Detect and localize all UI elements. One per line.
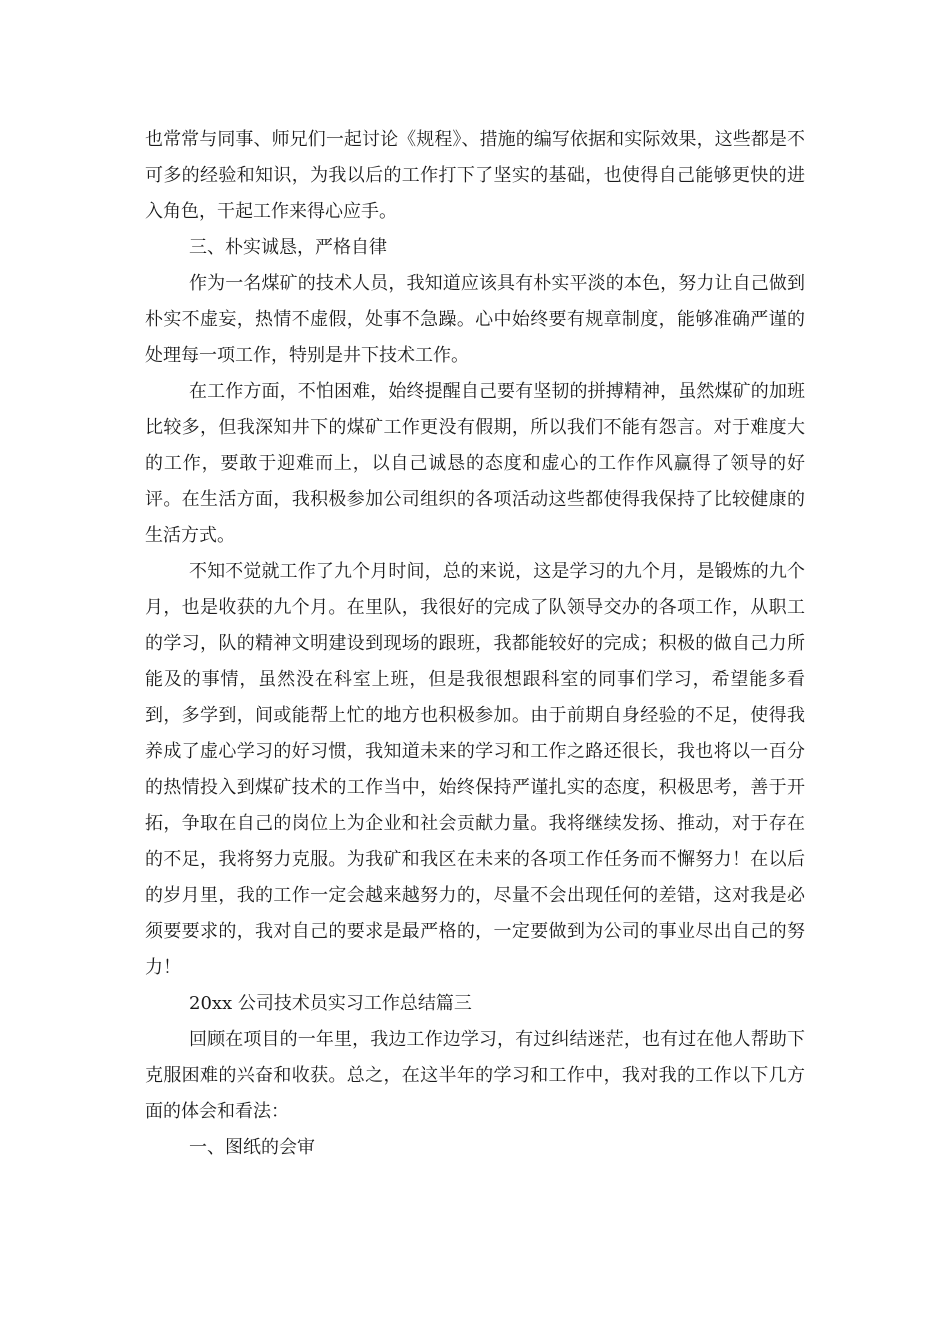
paragraph-review: 回顾在项目的一年里，我边工作边学习，有过纠结迷茫，也有过在他人帮助下克服困难的兴奋和收获。总之，在这半年的学习和工作中，我对我的工作以下几方面的体会和看法： (145, 1029, 805, 1122)
section-heading-one: 一、图纸的会审 (189, 1137, 315, 1158)
section-heading-three: 三、朴实诚恳，严格自律 (189, 237, 387, 258)
paragraph-work-attitude: 在工作方面，不怕困难，始终提醒自己要有坚韧的拼搏精神，虽然煤矿的加班比较多，但我深知井下的煤矿工作更没有假期，所以我们不能有怨言。对于难度大的工作，要敢于迎难而上，以自己诚恳的态度和虚心的工作作风赢得了领导的好评。在生活方面，我积极参加公司组织的各项活动这些都使得我保持了比较健康的生活方式。 (145, 381, 805, 546)
article-title-part-three: 20xx 公司技术员实习工作总结篇三 (189, 993, 472, 1014)
document-body (145, 122, 805, 1166)
paragraph-nine-months: 不知不觉就工作了九个月时间，总的来说，这是学习的九个月，是锻炼的九个月，也是收获的九个月。在里队，我很好的完成了队领导交办的各项工作，从职工的学习，队的精神文明建设到现场的跟班，我都能较好的完成；积极的做自己力所能及的事情，虽然没在科室上班，但是我很想跟科室的同事们学习，希望能多看到，多学到，间或能帮上忙的地方也积极参加。由于前期自身经验的不足，使得我养成了虚心学习的好习惯，我知道未来的学习和工作之路还很长，我也将以一百分的热情投入到煤矿技术的工作当中，始终保持严谨扎实的态度，积极思考，善于开拓，争取在自己的岗位上为企业和社会贡献力量。我将继续发扬、推动，对于存在的不足，我将努力克服。为我矿和我区在未来的各项工作任务而不懈努力！在以后的岁月里，我的工作一定会越来越努力的，尽量不会出现任何的差错，这对我是必须要要求的，我对自己的要求是最严格的，一定要做到为公司的事业尽出自己的努力！ (145, 561, 805, 978)
paragraph-continuation: 也常常与同事、师兄们一起讨论《规程》、措施的编写依据和实际效果，这些都是不可多的经验和知识，为我以后的工作打下了坚实的基础，也使得自己能够更快的进入角色，干起工作来得心应手。 (145, 129, 805, 222)
paragraph-honesty: 作为一名煤矿的技术人员，我知道应该具有朴实平淡的本色，努力让自己做到朴实不虚妄，热情不虚假，处事不急躁。心中始终要有规章制度，能够准确严谨的处理每一项工作，特别是井下技术工作。 (145, 273, 805, 366)
